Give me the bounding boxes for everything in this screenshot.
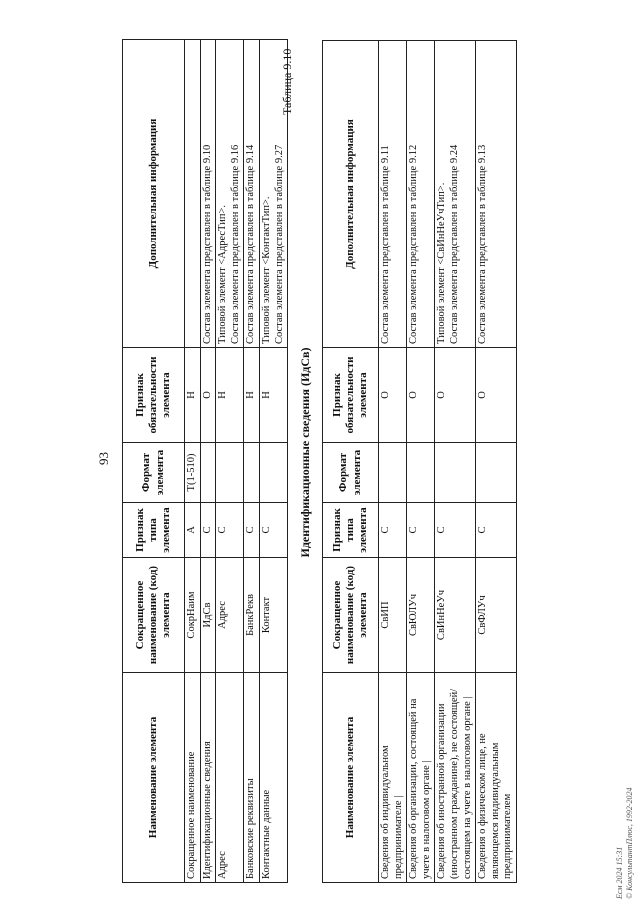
element-type: С [216, 503, 244, 558]
column-header: Формат элемента [323, 443, 379, 503]
element-required: О [435, 348, 476, 443]
element-name: Идентификационные сведения [200, 673, 216, 883]
column-header: Признак типа элемента [123, 503, 185, 558]
element-name: Контактные данные [259, 673, 287, 883]
element-info: Состав элемента представлен в таблице 9.10 [200, 40, 216, 348]
element-code: СвИнНеУч [435, 558, 476, 673]
column-header: Сокращенное наименование (код) элемента [323, 558, 379, 673]
element-type: С [200, 503, 216, 558]
element-format: T(1-510) [185, 443, 201, 503]
table-row [435, 41, 476, 883]
element-info: Состав элемента представлен в таблице 9.14 [244, 40, 260, 348]
element-type: А [185, 503, 201, 558]
column-header: Наименование элемента [123, 673, 185, 883]
element-required: Н [259, 348, 287, 443]
element-info: Типовой элемент <АдресТип>. Состав элемента представлен в таблице 9.16 [216, 40, 244, 348]
page-number: 93 [96, 452, 111, 465]
element-type: С [379, 503, 407, 558]
element-info: Типовой элемент <СвИнНеУчТип>. Состав элемента представлен в таблице 9.24 [435, 41, 476, 348]
element-name: Банковские реквизиты [244, 673, 260, 883]
table-row [244, 40, 260, 883]
element-name: Адрес [216, 673, 244, 883]
table-caption: Таблица 9.10 [280, 48, 294, 115]
element-format [200, 443, 216, 503]
element-code: Контакт [259, 558, 287, 673]
stamp-line: © КонсультантПлюс, 1992-2024 [624, 787, 634, 899]
table-header-row [323, 41, 379, 883]
column-header: Признак обязательности элемента [323, 348, 379, 443]
element-info [185, 40, 201, 348]
element-required: Н [244, 348, 260, 443]
element-format [259, 443, 287, 503]
column-header: Дополнительная информация [123, 40, 185, 348]
element-required: О [407, 348, 435, 443]
table-title: Идентификационные сведения (ИдСв) [298, 347, 312, 558]
element-info: Состав элемента представлен в таблице 9.11 [379, 41, 407, 348]
print-stamp [615, 787, 634, 899]
element-code: ИдСв [200, 558, 216, 673]
column-header: Признак типа элемента [323, 503, 379, 558]
element-format [379, 443, 407, 503]
column-header: Признак обязательности элемента [123, 348, 185, 443]
element-format [435, 443, 476, 503]
column-header: Наименование элемента [323, 673, 379, 883]
column-header: Сокращенное наименование (код) элемента [123, 558, 185, 673]
element-type: С [244, 503, 260, 558]
element-required: Н [185, 348, 201, 443]
element-code: Адрес [216, 558, 244, 673]
table-row [200, 40, 216, 883]
table-row [476, 41, 517, 883]
table-row [216, 40, 244, 883]
element-name: Сведения об организации, состоящей на учете в налоговом органе | [407, 673, 435, 883]
column-header: Формат элемента [123, 443, 185, 503]
element-type: С [407, 503, 435, 558]
stamp-line: Есм 2024 15:31 [615, 846, 624, 899]
column-header: Дополнительная информация [323, 41, 379, 348]
element-code: БанкРекв [244, 558, 260, 673]
element-name: Сведения об иностранной организации (иностранном гражданине), не состоящей/состоящем на учете в налоговом органе | [435, 673, 476, 883]
element-code: СвЮЛУч [407, 558, 435, 673]
element-type: С [476, 503, 517, 558]
element-required: О [476, 348, 517, 443]
table-row [185, 40, 201, 883]
table-header-row [123, 40, 185, 883]
element-type: С [259, 503, 287, 558]
element-code: СвФЛУч [476, 558, 517, 673]
table-row [259, 40, 287, 883]
element-info: Состав элемента представлен в таблице 9.12 [407, 41, 435, 348]
element-name: Сокращенное наименование [185, 673, 201, 883]
identification-table [322, 40, 517, 883]
element-info: Типовой элемент <КонтактТип>. Состав элемента представлен в таблице 9.27 [259, 40, 287, 348]
element-name: Сведения об индивидуальном предпринимателе | [379, 673, 407, 883]
element-info: Состав элемента представлен в таблице 9.13 [476, 41, 517, 348]
element-format [407, 443, 435, 503]
element-format [216, 443, 244, 503]
element-code: СокрНаим [185, 558, 201, 673]
element-required: О [379, 348, 407, 443]
element-type: С [435, 503, 476, 558]
element-name: Сведения о физическом лице, не являющемся индивидуальным предпринимателем [476, 673, 517, 883]
element-required: Н [216, 348, 244, 443]
table-row [407, 41, 435, 883]
element-format [476, 443, 517, 503]
element-format [244, 443, 260, 503]
element-code: СвИП [379, 558, 407, 673]
elements-table [122, 39, 288, 883]
element-required: О [200, 348, 216, 443]
table-row [379, 41, 407, 883]
